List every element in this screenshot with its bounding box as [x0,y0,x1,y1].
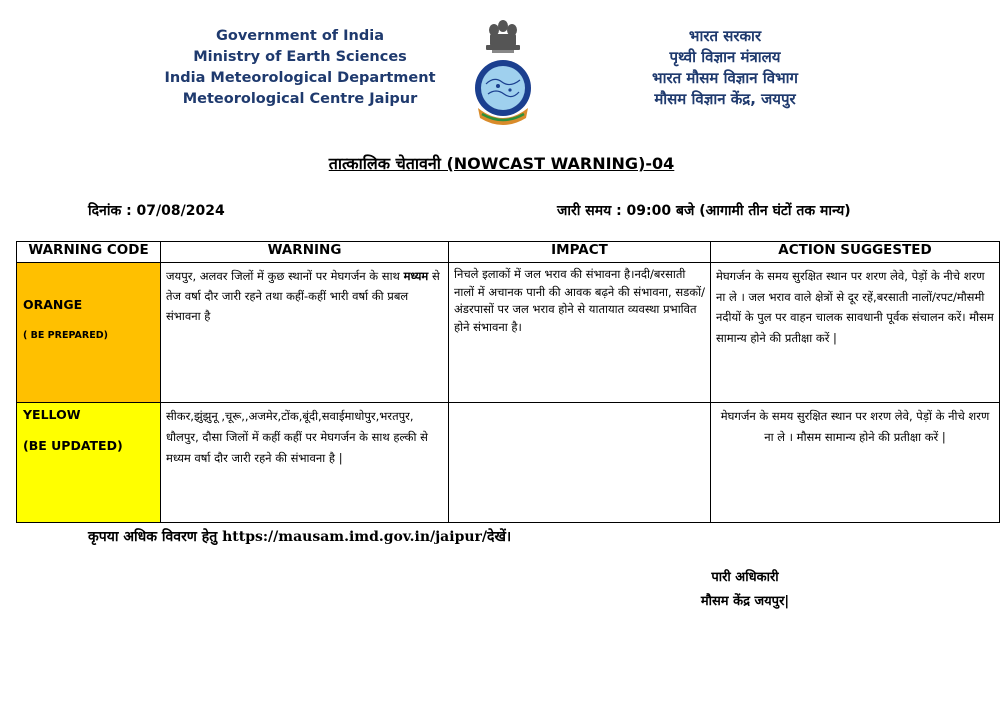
warning-code-yellow [17,403,161,523]
impact-text [449,403,711,523]
impact-text: निचले इलाकों में जल भराव की संभावना है।नदी/बरसाती नालों में अचानक पानी की आवक बढ़ने की संभावना, सडकों/अंडरपासों पर जल भराव होने से यातायात व्यवस्था प्रभावित होने संभावना है। [449,263,711,403]
header-en-line-1: Government of India [215,28,385,44]
header-action-suggested: ACTION SUGGESTED [711,242,1000,263]
code-note: (BE UPDATED) [23,438,123,453]
signature-title: पारी अधिकारी [711,570,779,585]
warning-table [16,241,1000,523]
header-hi-line-4: मौसम विज्ञान केंद्र, जयपुर [654,90,796,108]
table-row [17,403,1000,523]
warning-text-pre: सीकर,झुंझुनू ,चूरू,,अजमेर,टोंक,बूंदी,सवाईमाधोपुर,भरतपुर, धौलपुर, दौसा जिलों में कहीं कहीं पर मेघगर्जन के साथ हल्की से मध्यम वर्षा दौर जारी रहने की संभावना है | [166,409,428,465]
table-header-row [17,242,1000,263]
header-impact: IMPACT [449,242,711,263]
footer-suffix: देखें। [487,529,512,545]
header-hi-line-2: पृथ्वी विज्ञान मंत्रालय [669,48,781,66]
page-title: तात्कालिक चेतावनी (NOWCAST WARNING)-04 [328,154,675,173]
issue-time: जारी समय : 09:00 बजे (आगामी तीन घंटों तक मान्य) [557,203,851,219]
issue-date: दिनांक : 07/08/2024 [88,203,225,219]
signature-block [660,566,830,614]
warning-text-bold: मध्यम [403,269,429,283]
code-label: YELLOW [23,407,81,422]
header-warning: WARNING [161,242,449,263]
warning-text-post: से तेज वर्षा दौर जारी रहने तथा कहीं-कहीं भारी वर्षा की प्रबल संभावना है [166,269,440,323]
footer-more-info [88,527,511,546]
imd-jaipur-link[interactable]: https://mausam.imd.gov.in/jaipur/ [222,529,488,545]
header-hi-line-3: भारत मौसम विज्ञान विभाग [652,69,798,87]
signature-office: मौसम केंद्र जयपुर| [700,594,790,609]
code-label: ORANGE [23,297,83,312]
header-warning-code: WARNING CODE [17,242,161,263]
code-note: ( BE PREPARED) [23,330,108,341]
warning-text [161,403,449,523]
header-en-line-3: India Meteorological Department [164,70,436,86]
imd-emblem-icon [472,18,534,128]
warning-text [161,263,449,403]
action-text: मेघगर्जन के समय सुरक्षित स्थान पर शरण लेवे, पेड़ों के नीचे शरण ना ले । मौसम सामान्य होने की प्रतीक्षा करें | [711,403,1000,523]
header-en-line-2: Ministry of Earth Sciences [193,49,407,65]
header-english [150,26,450,110]
header-en-line-4: Meteorological Centre Jaipur [182,91,418,107]
table-row [17,263,1000,403]
warning-text-pre: जयपुर, अलवर जिलों में कुछ स्थानों पर मेघगर्जन के साथ [166,269,404,283]
action-text: मेघगर्जन के समय सुरक्षित स्थान पर शरण लेवे, पेड़ों के नीचे शरण ना ले । जल भराव वाले क्षेत्रों से दूर रहें,बरसाती नालों/रपट/मौसमी नदीयों के पुल पर वाहन चालक सावधानी पूर्वक संचालन करें। मौसम सामान्य होने की प्रतीक्षा करें | [711,263,1000,403]
header-hi-line-1: भारत सरकार [688,27,762,45]
warning-code-orange [17,263,161,403]
header-hindi [600,26,850,110]
footer-prefix: कृपया अधिक विवरण हेतु [88,529,223,545]
